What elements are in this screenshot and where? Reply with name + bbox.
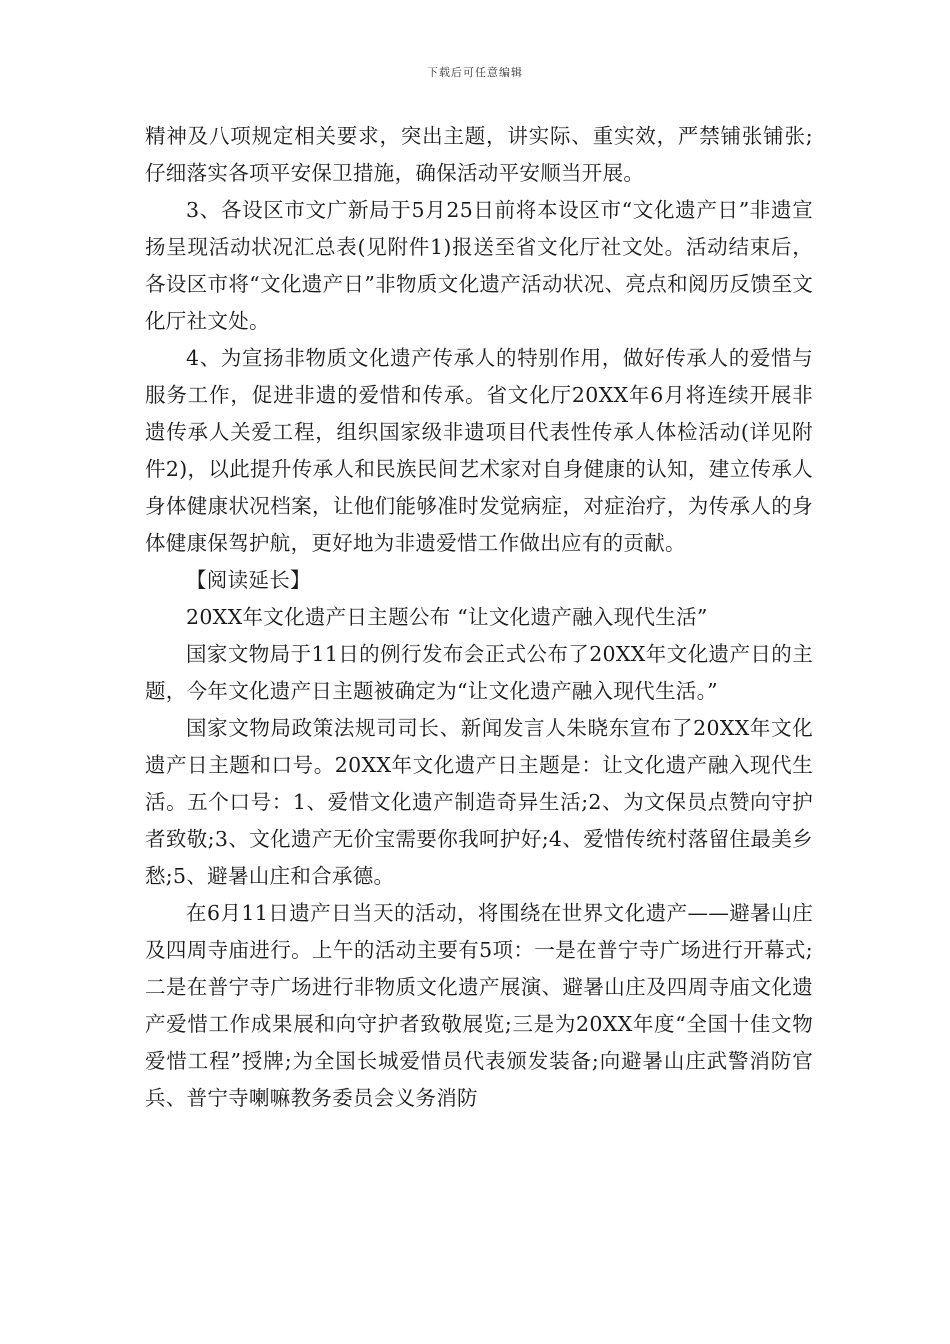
paragraph-2: 3、各设区市文广新局于5月25日前将本设区市“文化遗产日”非遗宣扬呈现活动状况汇总表(见附件1)报送至省文化厅社文处。活动结束后，各设区市将“文化遗产日”非物质文化遗产活动状况、亮点和阅历反馈至文化厅社文处。 bbox=[145, 198, 813, 333]
paragraph-3: 4、为宣扬非物质文化遗产传承人的特别作用，做好传承人的爱惜与服务工作，促进非遗的爱惜和传承。省文化厅20XX年6月将连续开展非遗传承人关爱工程，组织国家级非遗项目代表性传承人体检活动(详见附件2)，以此提升传承人和民族民间艺术家对自身健康的认知，建立传承人身体健康状况档案，让他们能够准时发觉病症，对症治疗，为传承人的身体健康保驾护航，更好地为非遗爱惜工作做出应有的贡献。 bbox=[145, 346, 813, 555]
page-header: 下载后可任意编辑 bbox=[427, 66, 523, 79]
reading-extension-heading: 【阅读延长】 bbox=[186, 568, 311, 592]
article-title: 20XX年文化遗产日主题公布 “让文化遗产融入现代生活” bbox=[186, 605, 708, 629]
paragraph-1: 精神及八项规定相关要求，突出主题，讲实际、重实效，严禁铺张铺张;仔细落实各项平安保卫措施，确保活动平安顺当开展。 bbox=[145, 124, 813, 185]
paragraph-4: 国家文物局于11日的例行发布会正式公布了20XX年文化遗产日的主题，今年文化遗产日主题被确定为“让文化遗产融入现代生活。” bbox=[145, 642, 813, 703]
document-body bbox=[145, 118, 813, 1117]
paragraph-5: 国家文物局政策法规司司长、新闻发言人朱晓东宣布了20XX年文化遗产日主题和口号。20XX年文化遗产日主题是：让文化遗产融入现代生活。五个口号：1、爱惜文化遗产制造奇异生活;2、为文保员点赞向守护者致敬;3、文化遗产无价宝需要你我呵护好;4、爱惜传统村落留住最美乡愁;5、避暑山庄和合承德。 bbox=[145, 716, 813, 888]
paragraph-6: 在6月11日遗产日当天的活动，将围绕在世界文化遗产——避暑山庄及四周寺庙进行。上午的活动主要有5项：一是在普宁寺广场进行开幕式;二是在普宁寺广场进行非物质文化遗产展演、避暑山庄及四周寺庙文化遗产爱惜工作成果展和向守护者致敬展览;三是为20XX年度“全国十佳文物爱惜工程”授牌;为全国长城爱惜员代表颁发装备;向避暑山庄武警消防官兵、普宁寺喇嘛教务委员会义务消防 bbox=[145, 901, 813, 1110]
